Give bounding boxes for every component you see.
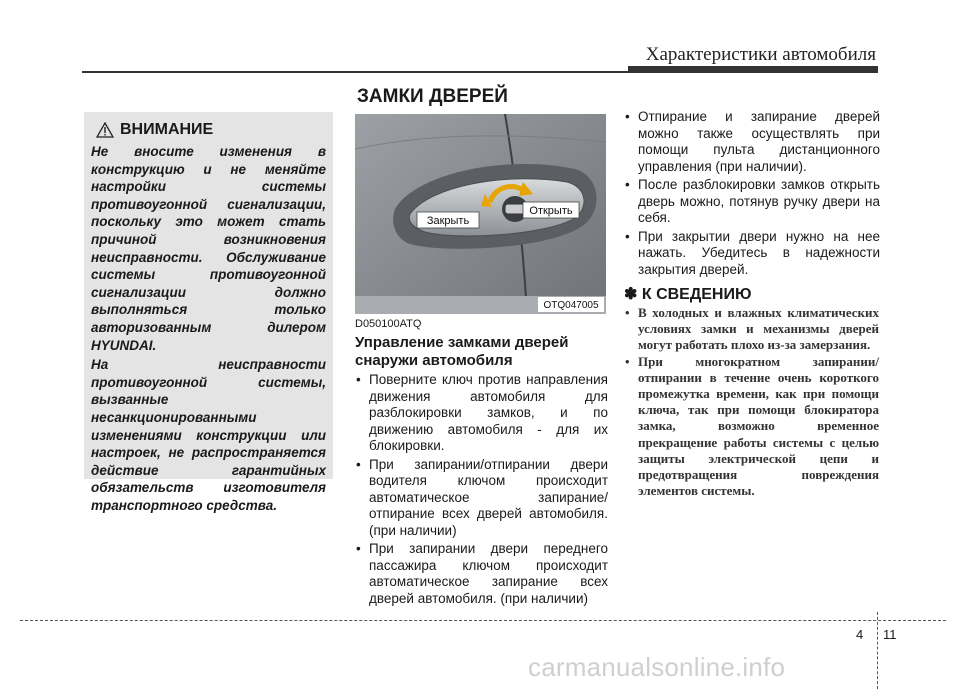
subsection-title: Управление замками дверей снаружи автомобиля — [355, 334, 569, 369]
list-item: • При запирании двери переднего пассажира ключом происходит автоматическое запирание всех дверей автомобиля. (при наличии) — [355, 541, 608, 607]
list-item: • После разблокировки замков открыть дверь можно, потянув ручку двери на себя. — [624, 177, 880, 227]
warning-header — [96, 121, 326, 139]
list-item: • Поверните ключ против направления движения автомобиля для разблокировки замков, и по движению автомобиля - для их блокировки. — [355, 372, 608, 455]
section-title: ЗАМКИ ДВЕРЕЙ — [357, 86, 508, 107]
page-chapter: 4 — [856, 627, 864, 642]
door-handle-figure — [355, 114, 606, 314]
note-list — [624, 305, 879, 499]
document-code: D050100ATQ — [355, 318, 422, 330]
list-item: • При запирании/отпирании двери водителя ключом происходит автоматическое запирание/отпирание всех дверей автомобиля. (при наличии) — [355, 457, 608, 540]
footer-rule — [20, 620, 946, 621]
warning-paragraph-1: Не вносите изменения в конструкцию и не меняйте настройки системы противоугонной сигнализации, поскольку это может стать причиной возникновения неисправности. Обслуживание системы противоугонной сигнализации должно выполняться только авторизованным дилером HYUNDAI. — [91, 144, 326, 353]
list-item: • При закрытии двери нужно на нее нажать. Убедитесь в надежности закрытия дверей. — [624, 229, 880, 279]
warning-triangle-icon — [96, 122, 114, 138]
door-handle-illustration — [355, 114, 606, 314]
warning-title: ВНИМАНИЕ — [120, 121, 214, 138]
list-item: • Отпирание и запирание дверей можно также осуществлять при помощи пульта дистанционного управления (при наличии). — [624, 109, 880, 175]
footer-divider — [877, 612, 878, 689]
header-title: Характеристики автомобиля — [645, 44, 876, 65]
figure-label-unlock: Открыть — [529, 205, 573, 217]
page-number: 11 — [883, 627, 897, 642]
warning-paragraph-2: На неисправности противоугонной системы, вызванные несанкционированными изменениями конструкции или настроек, не распространяется действие гарантийных обязательств изготовителя транспортного средства. — [91, 357, 326, 513]
header-accent-bar — [628, 66, 878, 73]
list-item: • В холодных и влажных климатических условиях замки и механизмы дверей могут работать плохо из-за замерзания. — [624, 305, 879, 354]
figure-code: OTQ047005 — [543, 300, 599, 311]
note-title: ✽ К СВЕДЕНИЮ — [624, 286, 752, 303]
watermark: carmanualsonline.info — [528, 652, 786, 682]
figure-label-lock: Закрыть — [426, 215, 470, 227]
list-item: • При многократном запирании/отпирании в течение очень короткого промежутка времени, как при помощи ключа, так при помощи блокиратора замка, возможно временное прекращение работы системы с целью защиты электрической цепи и предотвращения повреждения элементов системы. — [624, 354, 879, 500]
bullet-list-right — [624, 109, 880, 280]
bullet-list-left — [355, 372, 608, 609]
warning-box — [84, 112, 333, 513]
